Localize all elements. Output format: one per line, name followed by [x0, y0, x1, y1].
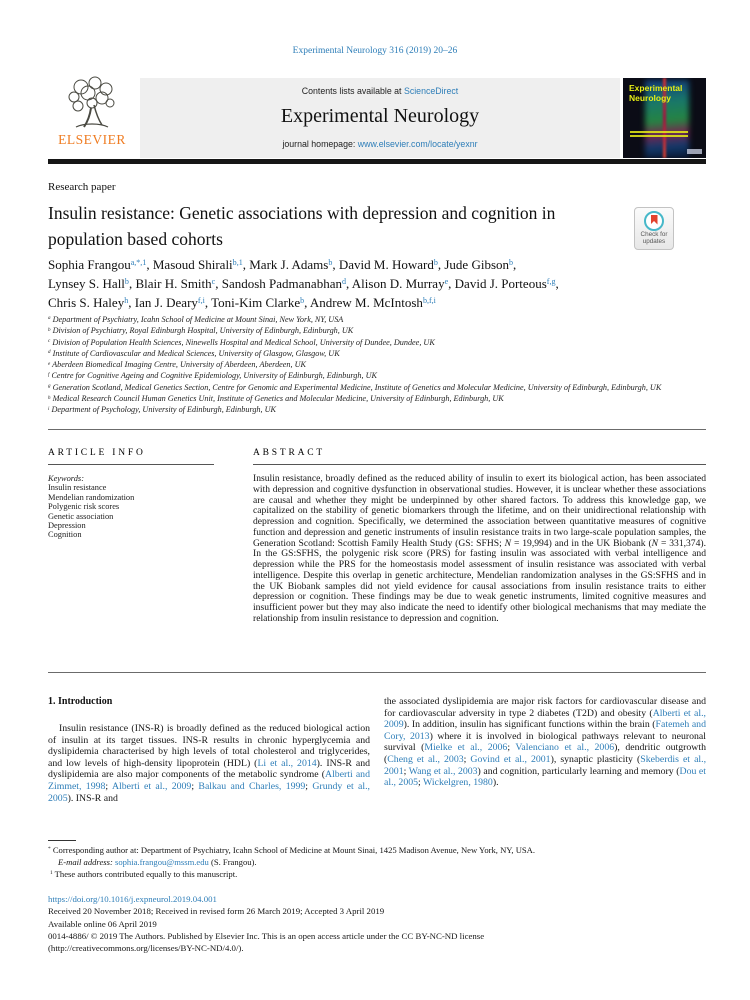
inline-link[interactable]: c — [211, 276, 216, 286]
text-span: ; — [105, 780, 112, 792]
text-span: ) where it is involved in biological pathways relevant to neuronal survival ( — [384, 730, 706, 754]
inline-link[interactable]: b,1 — [232, 257, 243, 267]
inline-link[interactable]: f,g — [546, 276, 556, 286]
section-rule-top — [48, 429, 706, 430]
author-list — [48, 255, 658, 312]
inline-link[interactable]: b,f,i — [422, 295, 436, 305]
text-span: Department of Psychiatry, Icahn School of Medicine at Mount Sinai, New York, NY, USA — [50, 315, 344, 324]
keywords-list — [48, 483, 214, 539]
received-dates: Received 20 November 2018; Received in revised form 26 March 2019; Accepted 3 April 2019 — [48, 906, 385, 917]
text-span: a — [48, 315, 51, 322]
homepage-prefix: journal homepage: — [282, 139, 358, 149]
text-span: , Andrew M. McIntosh — [304, 295, 423, 310]
text-span: b — [48, 326, 51, 333]
license-url: (http://creativecommons.org/licenses/BY-NC-ND/4.0/). — [48, 943, 244, 954]
elsevier-tree-icon — [64, 74, 120, 130]
text-span: (S. Frangou). — [208, 857, 257, 867]
text-span: d — [48, 349, 51, 356]
text-span: , — [555, 276, 559, 291]
inline-link[interactable]: Mielke et al., 2006 — [424, 742, 508, 754]
copyright-line: 0014-4886/ © 2019 The Authors. Published by Elsevier Inc. This is an open access article under the CC BY-NC-ND license — [48, 930, 485, 941]
article-type-label: Research paper — [48, 181, 116, 193]
header-divider-bar — [48, 159, 706, 164]
text-span: ). In addition, insulin has significant functions within the brain ( — [403, 719, 656, 731]
text-span: Division of Population Health Sciences, Ninewells Hospital and Medical School, University of Dundee, Dundee, UK — [50, 337, 435, 347]
text-span: Institute of Cardiovascular and Medical Sciences, University of Glasgow, Glasgow, UK — [50, 348, 340, 358]
affiliation-list — [48, 314, 706, 416]
text-span: ; — [403, 765, 409, 777]
text-span: Insulin resistance, broadly defined as the reduced ability of insulin to exert its biological action, has been associated with depression and cognitive dysfunction in observational studies. However, it is unclear whether these associations are causal and whether they might be underpinned by other shared factors. To address this knowledge gap, we capitalized on the stability of genetic biomarkers through the lifetime, and on their unidirectional relationship with depression and cognition. Specifically, we determined the association between quantitative measures of cognitive function and depression and genetic instruments of insulin resistance traits in two large-scale population samples, the Generation Scotland: Scottish Family Health Study (GS: SFHS; — [253, 473, 706, 549]
inline-link[interactable]: sophia.frangou@mssm.edu — [114, 857, 209, 867]
article-title: Insulin resistance: Genetic associations with depression and cognition in population based cohorts — [48, 203, 556, 249]
text-span: g — [48, 383, 51, 390]
journal-title: Experimental Neurology — [280, 105, 480, 127]
text-span: ; — [418, 777, 424, 789]
text-span: 1 — [50, 870, 53, 877]
cover-title-line1: Experimental — [629, 83, 683, 93]
check-updates-line1: Check for — [640, 231, 668, 238]
text-span: = 19,994) and in the UK Biobank ( — [511, 537, 652, 549]
journal-header — [48, 78, 706, 158]
inline-link[interactable]: Alberti et al., 2009 — [384, 707, 707, 731]
text-span: ; — [191, 780, 199, 792]
text-span: Department of Psychology, University of Edinburgh, Edinburgh, UK — [49, 405, 276, 415]
text-span: ). INS-R and — [67, 792, 118, 804]
section-rule-mid — [48, 672, 706, 673]
text-span: ). INS-R and dyslipidemia are also major components of the metabolic syndrome ( — [48, 757, 371, 781]
text-span: These authors contributed equally to this manuscript. — [52, 869, 238, 879]
text-span: * — [48, 846, 51, 853]
abstract-column — [253, 448, 706, 625]
text-span: = 331,374). In the GS:SFHS, the polygenic risk score (PRS) for fasting insulin was associated with verbal intelligence and depression while the PRS for the homeostasis model assessment of insulin resistance was associated with verbal intelligence. Despite this overlap in genetic architecture, Mendelian randomization analyses in the GS:SFHS and in the UK Biobank samples did not yield evidence for causal associations from insulin resistance traits to either depression or cognition. These findings may be due to weak genetic instruments, limited cognitive measures and insufficient power but they may also indicate the need to identify other biological mechanisms that may mediate the relationship from insulin resistance to depression and cognition. — [253, 537, 706, 624]
text-span: , Mark J. Adams — [242, 257, 329, 272]
inline-link[interactable]: b — [433, 257, 438, 267]
article-info-underline — [48, 464, 214, 465]
list-item: Genetic association — [48, 511, 114, 521]
text-span: Aberdeen Biomedical Imaging Centre, University of Aberdeen, Aberdeen, UK — [50, 360, 306, 370]
abstract-text — [253, 474, 706, 625]
text-span: ). — [492, 777, 499, 789]
cover-footer-mark — [687, 149, 702, 154]
text-span: Sophia Frangou — [48, 257, 131, 272]
keywords-label: Keywords: — [48, 474, 84, 483]
inline-link[interactable]: Govind et al., 2001 — [470, 753, 551, 765]
text-span: , David J. Porteous — [448, 276, 547, 291]
text-span: , Ian J. Deary — [128, 295, 198, 310]
footnote-equal-contribution — [48, 869, 695, 879]
inline-link[interactable]: Valenciano et al., 2006 — [515, 742, 615, 754]
abstract-heading: ABSTRACT — [253, 448, 326, 458]
inline-link[interactable]: b — [509, 257, 514, 267]
text-span: Centre for Cognitive Ageing and Cognitive Epidemiology, University of Edinburgh, Edinburgh, UK — [49, 371, 377, 381]
abstract-underline — [253, 464, 706, 465]
text-span: Corresponding author at: Department of Psychiatry, Icahn School of Medicine at Mount Sinai, 1425 Madison Avenue, New York, NY, USA. — [50, 845, 536, 855]
text-span: , Toni-Kim Clarke — [204, 295, 301, 310]
journal-cover-thumbnail — [623, 78, 706, 158]
footnote-rule — [48, 840, 76, 841]
inline-link[interactable]: Dou et al., 2005 — [384, 765, 706, 789]
intro-right-column — [384, 696, 706, 789]
contents-prefix: Contents lists available at — [301, 86, 404, 96]
text-span: , Jude Gibson — [437, 257, 509, 272]
bookmark-icon — [651, 215, 658, 225]
text-span: Generation Scotland, Medical Genetics Section, Centre for Genomic and Experimental Medicine, Institute of Genetics and Molecular Medicine, University of Edinburgh, Edinburgh, UK — [50, 382, 662, 392]
inline-link[interactable]: b — [328, 257, 333, 267]
inline-link[interactable]: Skeberdis et al., 2001 — [384, 753, 707, 777]
text-span: , — [513, 257, 517, 272]
list-item: Mendelian randomization — [48, 492, 135, 502]
inline-link[interactable]: h — [124, 295, 129, 305]
text-span: , David M. Howard — [332, 257, 434, 272]
text-span: ; — [463, 753, 471, 765]
inline-link[interactable]: Alberti and Zimmet, 1998 — [48, 769, 370, 792]
check-updates-label — [635, 232, 673, 246]
text-span: ), dendritic outgrowth ( — [384, 742, 706, 765]
inline-link[interactable]: Fatemeh and Cory, 2013 — [384, 719, 706, 742]
text-span: h — [48, 394, 51, 401]
journal-homepage-link[interactable]: www.elsevier.com/locate/yexnr — [357, 139, 478, 149]
introduction-heading: 1. Introduction — [48, 696, 113, 707]
cover-title — [629, 84, 682, 103]
elsevier-logo — [48, 74, 136, 158]
inline-link[interactable]: Alberti et al., 2009 — [111, 780, 192, 792]
text-span: Insulin resistance (INS-R) is broadly defined as the reduced biological action of insulin at its target tissues. INS-R results in chronic hyperglycemia and dyslipidemia characterised by high levels of total cholesterol and triglycerides, and low levels of high-density lipoprotein (HDL) ( — [48, 723, 370, 769]
inline-link[interactable]: a,*,1 — [130, 257, 147, 267]
text-span: ; — [305, 780, 313, 792]
list-item: Insulin resistance — [48, 483, 107, 493]
available-online: Available online 06 April 2019 — [48, 918, 157, 929]
inline-link[interactable]: f,i — [197, 295, 205, 305]
article-footer — [48, 893, 706, 954]
contents-line — [140, 86, 620, 96]
inline-link[interactable]: Cheng et al., 2003 — [387, 753, 464, 765]
sciencedirect-link[interactable]: ScienceDirect — [403, 86, 459, 96]
text-span: N — [504, 537, 512, 549]
text-span: f — [48, 371, 50, 378]
text-span: Medical Research Council Human Genetics Unit, Institute of Genetics and Molecular Medicine, University of Edinburgh, Edinburgh, UK — [50, 394, 504, 404]
doi-link[interactable]: https://doi.org/10.1016/j.expneurol.2019.04.001 — [48, 894, 217, 904]
inline-link[interactable]: d — [341, 276, 346, 286]
inline-link[interactable]: Li et al., 2014 — [257, 757, 317, 769]
inline-link[interactable]: e — [444, 276, 449, 286]
text-span: c — [48, 338, 51, 345]
text-span: , Blair H. Smith — [128, 276, 212, 291]
inline-link[interactable]: Balkau and Charles, 1999 — [198, 780, 306, 792]
inline-link[interactable]: b — [300, 295, 305, 305]
inline-link[interactable]: Grundy et al., 2005 — [48, 780, 371, 804]
inline-link[interactable]: b — [124, 276, 129, 286]
text-span: E-mail address: — [58, 857, 113, 867]
text-span: i — [48, 405, 50, 412]
cover-subtitle-bars — [630, 131, 688, 139]
footnote-email — [48, 857, 703, 867]
text-span: , Sandosh Padmanabhan — [215, 276, 342, 291]
cover-title-line2: Neurology — [629, 92, 672, 103]
list-item: Depression — [48, 521, 86, 531]
check-for-updates-badge[interactable] — [634, 207, 674, 250]
elsevier-wordmark: ELSEVIER — [58, 132, 126, 147]
article-info-column — [48, 448, 214, 540]
text-span: , Masoud Shirali — [146, 257, 233, 272]
text-span: , Alison D. Murray — [346, 276, 445, 291]
homepage-line — [140, 139, 620, 149]
list-item: Polygenic risk scores — [48, 502, 120, 512]
text-span: the associated dyslipidemia are major risk factors for cardiovascular disease and for cardiovascular adversity in type 2 diabetes (T2D) and obesity ( — [384, 696, 706, 719]
inline-link[interactable]: Wickelgren, 1980 — [423, 777, 493, 789]
text-span: N — [651, 537, 659, 549]
article-info-heading: ARTICLE INFO — [48, 448, 146, 458]
journal-banner — [140, 78, 620, 158]
text-span: Lynsey S. Hall — [48, 276, 125, 291]
inline-link[interactable]: Wang et al., 2003 — [408, 765, 478, 777]
text-span: Division of Psychiatry, Royal Edinburgh Hospital, University of Edinburgh, Edinburgh, UK — [50, 326, 354, 336]
crossmark-icon — [644, 211, 664, 231]
footnote-corresponding-author — [48, 845, 693, 855]
intro-left-column — [48, 723, 370, 804]
check-updates-line2: updates — [642, 237, 666, 245]
text-span: ), synaptic plasticity ( — [550, 753, 641, 765]
list-item: Cognition — [48, 530, 82, 540]
text-span: e — [48, 360, 51, 367]
text-span: ) and cognition, particularly learning and memory ( — [477, 765, 680, 777]
text-span: Chris S. Haley — [48, 295, 125, 310]
running-head-citation: Experimental Neurology 316 (2019) 20–26 — [292, 46, 458, 56]
text-span: ; — [507, 742, 516, 754]
